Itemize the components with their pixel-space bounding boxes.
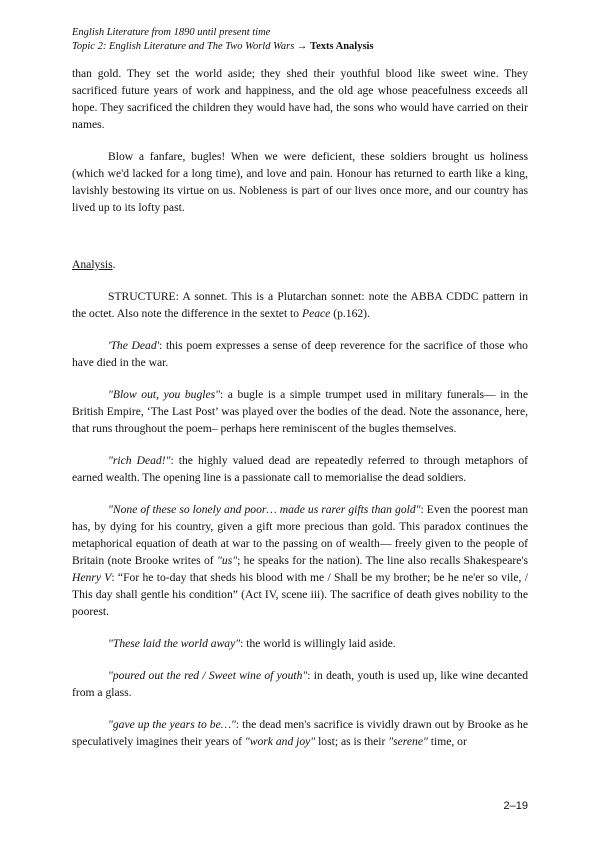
years-quote-2: "work and joy" — [244, 735, 316, 748]
bugles-paragraph — [72, 386, 528, 437]
years-quote-3: "serene" — [388, 735, 428, 748]
lonely-play: Henry V — [72, 571, 112, 584]
structure-ref: Peace — [301, 307, 331, 320]
rich-paragraph — [72, 452, 528, 486]
years-quote: "gave up the years to be…" — [108, 718, 236, 731]
wine-text: : in death, youth is used up, like wine decanted from a glass. — [72, 669, 528, 699]
wine-paragraph — [72, 667, 528, 701]
lonely-quote: "None of these so lonely and poor… made us rarer gifts than gold" — [108, 503, 421, 516]
rich-quote: "rich Dead!" — [108, 454, 171, 467]
dead-paragraph — [72, 337, 528, 371]
paraphrase-paragraph-1: than gold. They set the world aside; they shed their youthful blood like sweet wine. They sacrificed future years of work and happiness, and the old age whose peacefulness exceeds all hope. They sacrificed the children they would have had, the sons who would have carried on their names. — [72, 67, 528, 131]
structure-tail: (p.162). — [330, 307, 370, 320]
topic-line — [72, 40, 532, 54]
paraphrase-paragraph-2: Blow a fanfare, bugles! When we were deficient, these soldiers brought us holiness (which we'd lacked for a long time), and love and pain. Honour has returned to earth like a king, lavishly bestowing its virtue on us. Nobleness is part of our lives once more, and our country has lived up to its lofty past. — [72, 150, 528, 214]
years-text-2: lost; as is their — [315, 735, 389, 748]
rich-text: : the highly valued dead are repeatedly referred to through metaphors of earned wealth. The opening line is a passionate call to memorialise the dead soldiers. — [72, 454, 528, 484]
lonely-text-1: : Even the poorest man has, by dying for his country, given a gift more precious than gold. This paradox continues the metaphorical equation of death at war to the passing on of wealth— freely given to the people of Britain (note Brooke writes of — [72, 503, 528, 567]
world-text: : the world is willingly laid aside. — [240, 637, 396, 650]
page-body — [72, 65, 528, 750]
years-text-3: time, or — [427, 735, 467, 748]
topic-prefix: Topic 2: English Literature and The Two World Wars — [72, 41, 295, 52]
analysis-heading — [72, 256, 528, 273]
years-text-1: : the dead men's sacrifice is vividly drawn out by Brooke as he speculatively imagines their years of — [72, 718, 528, 748]
bugles-text: : a bugle is a simple trumpet used in military funerals— in the British Empire, ‘The Last Post’ was played over the bodies of the dead. Note the assonance, here, that runs throughout the poem– perhaps here reminiscent of the bugles themselves. — [72, 388, 528, 435]
world-quote: "These laid the world away" — [108, 637, 241, 650]
lonely-paragraph — [72, 501, 528, 620]
course-title: English Literature from 1890 until present time — [72, 27, 271, 38]
dead-quote: 'The Dead' — [108, 339, 160, 352]
structure-lead: STRUCTURE: A sonnet. This is a Plutarchan sonnet: note the ABBA CDDC pattern in the octet. Also note the difference in the sextet to — [72, 290, 528, 320]
arrow-icon: → — [296, 41, 308, 52]
years-paragraph — [72, 716, 528, 750]
wine-quote: "poured out the red / Sweet wine of youth" — [108, 669, 308, 682]
analysis-heading-text: Analysis — [72, 258, 113, 271]
lonely-text-3: : “For he to-day that sheds his blood with me / Shall be my brother; be he ne'er so vile, / This day shall gentle his condition” (Act IV, scene iii). The sacrifice of death gives nobility to the poorest. — [72, 571, 528, 618]
world-paragraph — [72, 635, 528, 652]
dead-text: : this poem expresses a sense of deep reverence for the sacrifice of those who have died in the war. — [72, 339, 528, 369]
lonely-text-2: ; he speaks for the nation). The line also recalls Shakespeare's — [237, 554, 528, 567]
analysis-heading-punct: . — [112, 258, 116, 271]
bugles-quote: "Blow out, you bugles" — [108, 388, 221, 401]
topic-suffix: Texts Analysis — [310, 41, 374, 52]
structure-paragraph — [72, 288, 528, 322]
page-number: 2–19 — [503, 800, 528, 812]
running-header — [72, 26, 532, 54]
lonely-us: "us" — [217, 554, 238, 567]
